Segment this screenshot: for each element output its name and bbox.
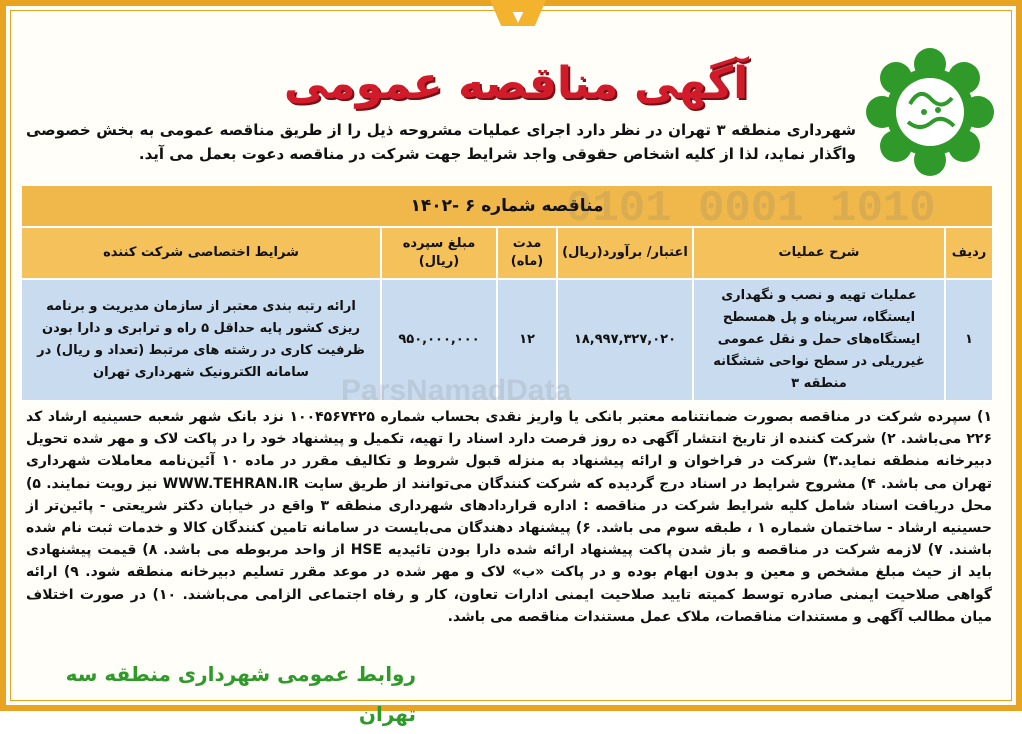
table-header-row — [21, 227, 993, 279]
header-row-no: ردیف — [945, 227, 993, 279]
header-conditions: شرایط اختصاصی شرکت کننده — [21, 227, 381, 279]
header-duration: مدت (ماه) — [497, 227, 557, 279]
header-description: شرح عملیات — [693, 227, 945, 279]
table-row — [21, 279, 993, 401]
public-relations-signature: روابط عمومی شهرداری منطقه سه تهران — [65, 662, 416, 726]
conditions-text: ۱) سپرده شرکت در مناقصه بصورت ضمانتنامه معتبر بانکی یا واریز نقدی بحساب شماره ۱۰۰۴۵۶۷۴۲۵ نزد بانک شهر شعبه حسینیه ارشاد کد ۲۲۶ می‌باشد. ۲) شرکت کننده از تاریخ انتشار آگهی ده روز فرصت دارد اسناد را تهیه، تکمیل و پیشنهاد خود را در پاکت لاک و مهر شده تحویل دبیرخانه منطقه نماید.۳) شرکت در فراخوان و ارائه پیشنهاد به منزله قبول شروط و تکالیف مقرر در ماده ۱۰ آئین‌نامه معاملات شهرداری تهران می باشد. ۴) مشروح شرایط در اسناد درج گردیده که شرکت کنندگان می‌توانند از طریق سایت WWW.TEHRAN.IR نیز رویت نمایند. ۵) محل دریافت اسناد شامل کلیه شرایط شرکت در مناقصه : اداره قراردادهای شهرداری منطقه ۳ واقع در خیابان دکتر شریعتی - پائین‌تر از حسینیه ارشاد - ساختمان شماره ۱ ، طبقه سوم می باشد. ۶) پیشنهاد دهندگان می‌بایست در سامانه تامین کنندگان کالا و خدمات ثبت نام شده باشند. ۷) لازمه شرکت در مناقصه و باز شدن پاکت پیشنهاد ارائه شده دارا بودن تائیدیه HSE از واحد مربوطه می باشد. ۸) قیمت پیشنهادی باید از حیث مبلغ مشخص و معین و بدون ابهام بوده و در پاکت «ب» لاک و مهر شده در موعد مقرر تسلیم دبیرخانه منطقه شود. ۹) ارائه گواهی صلاحیت ایمنی صادره توسط کمیته تایید صلاحیت ایمنی ادارات تعاون، کار و رفاه اجتماعی الزامی می‌باشند. ۱۰) در صورت اختلاف میان مطالب آگهی و مستندات مناقصات، ملاک عمل مستندات مناقصه می باشد. — [26, 409, 993, 625]
cell-description: عملیات تهیه و نصب و نگهداری ایستگاه، سرپناه و پل همسطح ایستگاه‌های حمل و نقل عمومی غیرریلی در سطح نواحی ششگانه منطقه ۳ — [693, 279, 945, 401]
tehran-municipality-logo — [864, 46, 996, 178]
cell-deposit: ۹۵۰,۰۰۰,۰۰۰ — [381, 279, 497, 401]
header-deposit: مبلغ سپرده (ریال) — [381, 227, 497, 279]
intro-paragraph — [26, 118, 856, 166]
header-budget: اعتبار/ برآورد(ریال) — [557, 227, 693, 279]
chevron-down-icon: ▼ — [512, 9, 524, 25]
cell-conditions: ارائه رتبه بندی معتبر از سازمان مدیریت و برنامه ریزی کشور پایه حداقل ۵ راه و ترابری و دارا بودن ظرفیت کاری در رشته های مرتبط (تعداد و ریال) در سامانه الکترونیک شهرداری تهران — [21, 279, 381, 401]
logo-flower-icon — [866, 48, 994, 176]
tender-table — [20, 184, 994, 402]
cell-budget: ۱۸,۹۹۷,۳۲۷,۰۲۰ — [557, 279, 693, 401]
cell-duration: ۱۲ — [497, 279, 557, 401]
cell-row-no: ۱ — [945, 279, 993, 401]
intro-text: در نظر دارد اجرای عملیات مشروحه ذیل را از طریق مناقصه عمومی به بخش خصوصی واگذار نماید، لذا از کلیه اشخاص حقوقی واجد شرایط جهت شرکت در مناقصه دعوت بعمل می آید. — [26, 121, 856, 163]
notice-title: آگهی مناقصه عمومی — [283, 58, 749, 109]
intro-lead: شهرداری منطقه ۳ تهران — [668, 121, 856, 139]
tender-number: مناقصه شماره ۶ -۱۴۰۲ — [21, 185, 993, 227]
